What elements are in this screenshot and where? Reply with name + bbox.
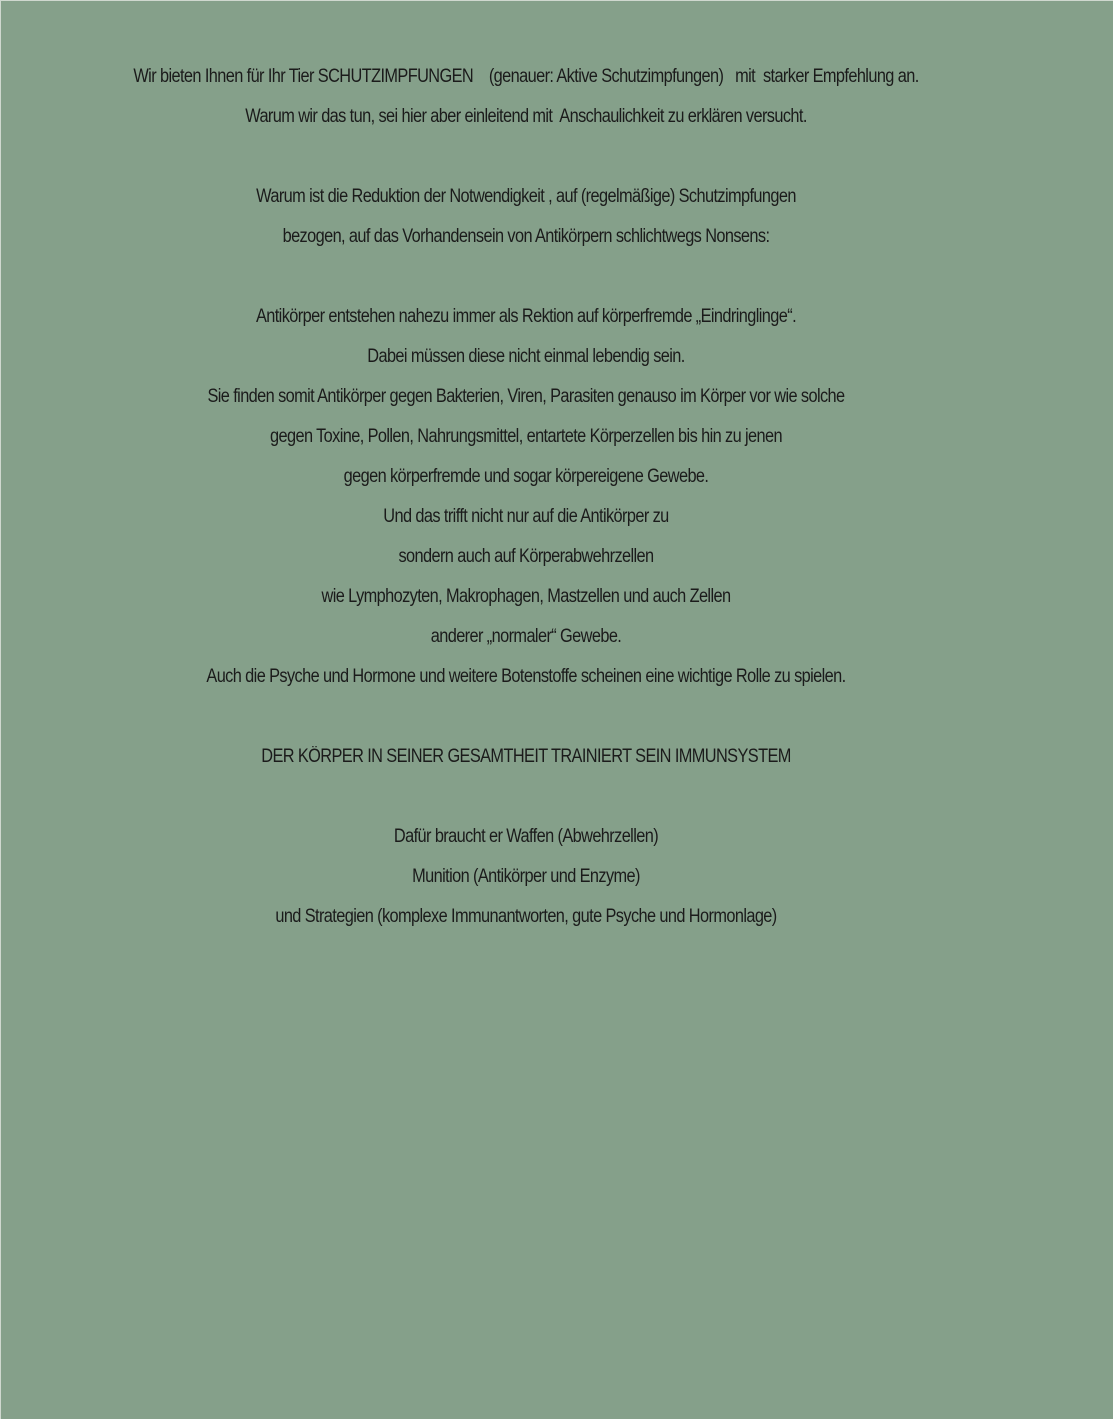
text-line: Dabei müssen diese nicht einmal lebendig sein. <box>367 346 685 367</box>
text-line: gegen körperfremde und sogar körpereigene Gewebe. <box>343 466 709 487</box>
text-line: Dafür braucht er Waffen (Abwehrzellen) <box>393 826 659 847</box>
text-block <box>1 57 1051 937</box>
paragraph-question <box>1 177 1051 257</box>
paragraph-intro <box>1 57 1051 137</box>
text-line: Sie finden somit Antikörper gegen Bakterien, Viren, Parasiten genauso im Körper vor wie solche <box>207 386 845 407</box>
text-line: Wir bieten Ihnen für Ihr Tier SCHUTZIMPFUNGEN (genauer: Aktive Schutzimpfungen) mit starker Empfehlung an. <box>133 66 919 87</box>
paragraph-heading <box>1 737 1051 777</box>
paragraph-weapons <box>1 817 1051 937</box>
text-line: bezogen, auf das Vorhandensein von Antikörpern schlichtwegs Nonsens: <box>282 226 770 247</box>
text-line: Munition (Antikörper und Enzyme) <box>412 866 640 887</box>
text-line: Auch die Psyche und Hormone und weitere Botenstoffe scheinen eine wichtige Rolle zu spielen. <box>206 666 846 687</box>
paragraph-gap <box>1 777 1051 817</box>
text-line: Und das trifft nicht nur auf die Antikörper zu <box>383 506 669 527</box>
text-line: sondern auch auf Körperabwehrzellen <box>398 546 654 567</box>
text-line: anderer „normaler“ Gewebe. <box>430 626 622 647</box>
text-line: wie Lymphozyten, Makrophagen, Mastzellen und auch Zellen <box>321 586 731 607</box>
text-line: Warum wir das tun, sei hier aber einleitend mit Anschaulichkeit zu erklären versucht. <box>245 106 807 127</box>
text-line: Warum ist die Reduktion der Notwendigkeit , auf (regelmäßige) Schutzimpfungen <box>256 186 796 207</box>
text-line: und Strategien (komplexe Immunantworten, gute Psyche und Hormonlage) <box>275 906 777 927</box>
section-heading: DER KÖRPER IN SEINER GESAMTHEIT TRAINIERT SEIN IMMUNSYSTEM <box>261 746 791 767</box>
paragraph-gap <box>1 697 1051 737</box>
paragraph-gap <box>1 137 1051 177</box>
text-line: Antikörper entstehen nahezu immer als Rektion auf körperfremde „Eindringlinge“. <box>255 306 797 327</box>
paragraph-antibodies <box>1 297 1051 697</box>
paragraph-gap <box>1 257 1051 297</box>
text-line: gegen Toxine, Pollen, Nahrungsmittel, entartete Körperzellen bis hin zu jenen <box>270 426 782 447</box>
